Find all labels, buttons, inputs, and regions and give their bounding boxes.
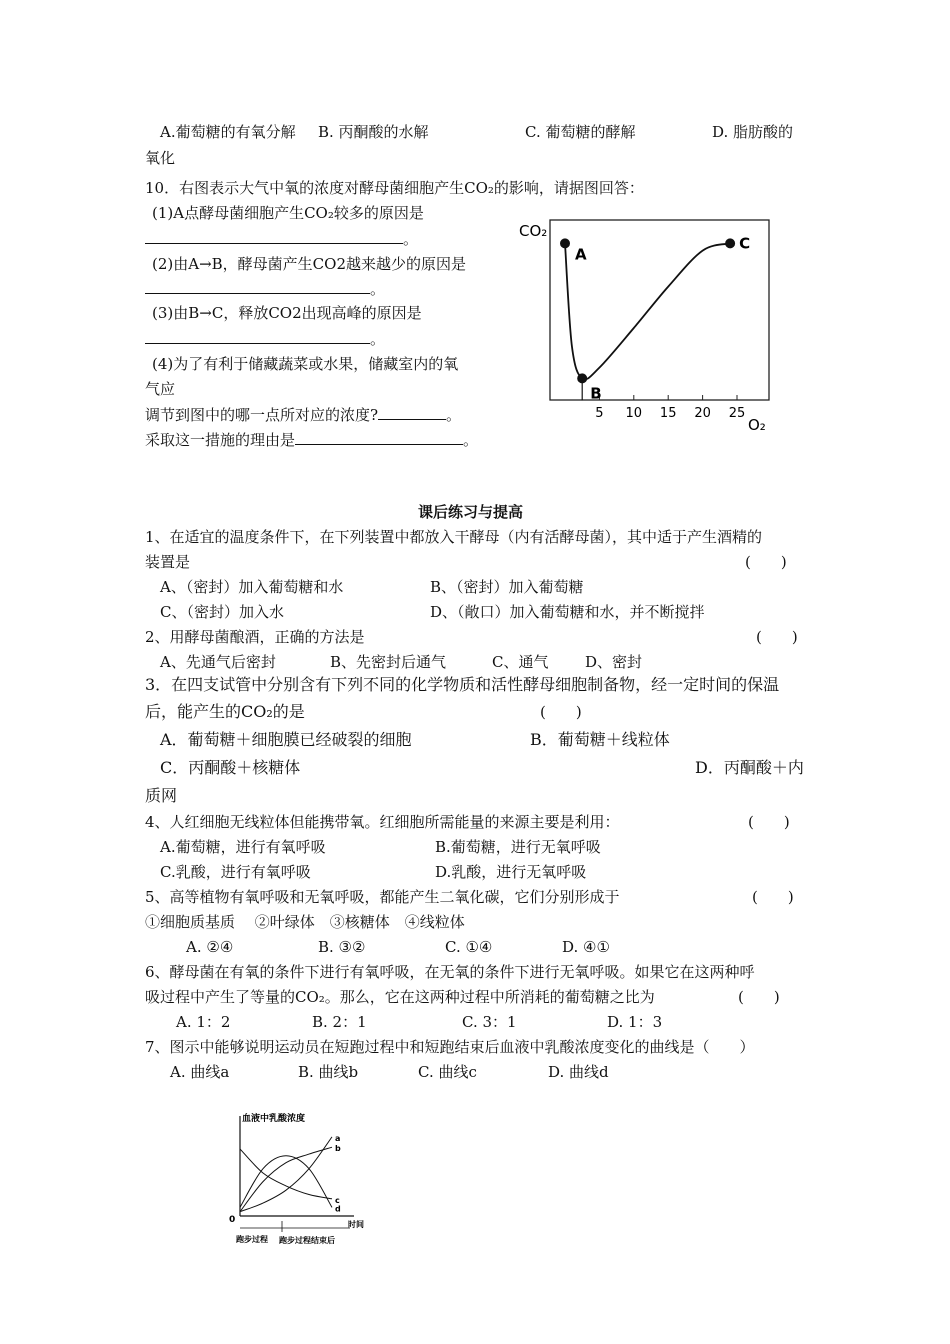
- answer-blank[interactable]: [145, 329, 370, 344]
- q10-part4-line2: 气应: [145, 380, 176, 398]
- ex1-stem-wrap: 装置是: [145, 553, 191, 571]
- prev-option-b: B. 丙酮酸的水解: [318, 123, 429, 141]
- ex2-answer-paren[interactable]: ( ): [756, 628, 798, 646]
- point-label-a: A: [575, 245, 587, 264]
- prev-option-c: C. 葡萄糖的酵解: [525, 123, 636, 141]
- ex7-option-d: D. 曲线d: [548, 1063, 609, 1081]
- segment-label-running: 跑步过程: [236, 1235, 268, 1244]
- ex3-option-d: D．丙酮酸＋内: [695, 758, 804, 777]
- answer-blank[interactable]: [145, 279, 370, 294]
- ex2-option-c: C、通气: [492, 653, 549, 671]
- curve-a: [240, 1137, 332, 1212]
- ex2-stem: 2、用酵母菌酿酒，正确的方法是: [145, 628, 365, 646]
- answer-blank[interactable]: [145, 229, 403, 244]
- q10-part3: (3)由B→C，释放CO2出现高峰的原因是: [152, 304, 422, 322]
- q10-part4-line4: 采取这一措施的理由是 。: [145, 431, 479, 449]
- answer-blank[interactable]: [295, 430, 463, 445]
- q10-part4-line1: (4)为了有利于储藏蔬菜或水果，储藏室内的氧: [152, 355, 459, 373]
- curve-label-c: c: [335, 1195, 340, 1205]
- ex4-answer-paren[interactable]: ( ): [748, 813, 790, 831]
- q10-part1: (1)A点酵母菌细胞产生CO₂较多的原因是: [152, 204, 424, 222]
- q10-part3-answer: 。: [145, 329, 385, 349]
- ex6-stem: 6、酵母菌在有氧的条件下进行有氧呼吸，在无氧的条件下进行无氧呼吸。如果它在这两种呼: [145, 963, 755, 981]
- ex5-option-c: C. ①④: [445, 938, 493, 956]
- ex5-answer-paren[interactable]: ( ): [752, 888, 794, 906]
- curve-label-a: a: [335, 1133, 341, 1143]
- q10-part1-answer: 。: [145, 229, 418, 249]
- x-axis-label: 时间: [348, 1220, 364, 1229]
- ex2-option-b: B、先密封后通气: [330, 653, 447, 671]
- origin-label: 0: [229, 1215, 236, 1225]
- x-axis-label: O₂: [748, 416, 766, 434]
- ex6-option-a: A. 1：2: [176, 1013, 231, 1031]
- segment-label-after: 跑步过程结束后: [279, 1236, 335, 1245]
- section-title: 课后练习与提高: [418, 503, 524, 521]
- ex3-option-a: A．葡萄糖＋细胞膜已经破裂的细胞: [160, 730, 412, 749]
- ex3-option-b: B．葡萄糖＋线粒体: [530, 730, 670, 749]
- answer-blank[interactable]: [378, 405, 446, 420]
- chart-title: 血液中乳酸浓度: [242, 1114, 306, 1124]
- prev-option-d: D. 脂肪酸的: [712, 123, 794, 141]
- ex7-option-b: B. 曲线b: [298, 1063, 359, 1081]
- q10-part2: (2)由A→B，酵母菌产生CO2越来越少的原因是: [152, 255, 466, 273]
- ex6-option-d: D. 1：3: [607, 1013, 663, 1031]
- ex4-option-d: D.乳酸，进行无氧呼吸: [435, 863, 587, 881]
- q10-part4-line3: 调节到图中的哪一点所对应的浓度? 。: [145, 406, 462, 424]
- prev-option-a: A.葡萄糖的有氧分解: [160, 123, 296, 141]
- ex5-option-a: A. ②④: [186, 938, 234, 956]
- x-tick-label: 25: [728, 406, 746, 421]
- x-tick-label: 20: [694, 406, 711, 421]
- ex2-option-d: D、密封: [585, 653, 643, 671]
- ex1-option-c: C、（密封）加入水: [160, 603, 284, 621]
- ex7-option-a: A. 曲线a: [170, 1063, 230, 1081]
- ex4-option-a: A.葡萄糖，进行有氧呼吸: [160, 838, 326, 856]
- ex5-option-d: D. ④①: [562, 938, 610, 956]
- ex4-stem: 4、人红细胞无线粒体但能携带氧。红细胞所需能量的来源主要是利用：: [145, 813, 620, 831]
- point-label-c: C: [739, 234, 751, 253]
- ex7-option-c: C. 曲线c: [418, 1063, 477, 1081]
- ex3-option-d-wrap: 质网: [145, 786, 178, 805]
- ex4-option-c: C.乳酸，进行有氧呼吸: [160, 863, 311, 881]
- ex5-stem: 5、高等植物有氧呼吸和无氧呼吸，都能产生二氧化碳，它们分别形成于: [145, 888, 620, 906]
- x-tick-label: 15: [659, 406, 677, 421]
- ex3-stem: 3．在四支试管中分别含有下列不同的化学物质和活性酵母细胞制备物，经一定时间的保温: [145, 675, 780, 694]
- point-a: [560, 238, 570, 248]
- curve-label-b: b: [335, 1144, 341, 1154]
- co2-curve: [565, 243, 730, 379]
- ex5-items: ①细胞质基质 ②叶绿体 ③核糖体 ④线粒体: [145, 913, 465, 931]
- ex3-option-c: C．丙酮酸＋核糖体: [160, 758, 301, 777]
- ex3-answer-paren[interactable]: ( ): [540, 703, 582, 721]
- ex7-stem: 7、图示中能够说明运动员在短跑过程中和短跑结束后血液中乳酸浓度变化的曲线是（ ）: [145, 1038, 755, 1056]
- y-axis-label: CO₂: [519, 222, 548, 240]
- point-label-b: B: [590, 384, 602, 403]
- ex1-option-a: A、（密封）加入葡萄糖和水: [160, 578, 344, 596]
- ex6-option-c: C. 3：1: [462, 1013, 517, 1031]
- x-tick-label: 5: [595, 406, 604, 421]
- x-tick-label: 10: [625, 406, 643, 421]
- ex3-stem-wrap: 后，能产生的CO₂的是: [145, 702, 305, 721]
- ex1-option-b: B、（密封）加入葡萄糖: [430, 578, 584, 596]
- ex1-answer-paren[interactable]: ( ): [745, 553, 787, 571]
- ex1-option-d: D、（敞口）加入葡萄糖和水，并不断搅拌: [430, 603, 705, 621]
- co2-oxygen-chart: [515, 210, 780, 440]
- ex5-option-b: B. ③②: [318, 938, 366, 956]
- point-c: [725, 238, 735, 248]
- curve-label-d: d: [335, 1204, 341, 1214]
- lactic-acid-chart: [222, 1108, 382, 1250]
- ex6-option-b: B. 2：1: [312, 1013, 367, 1031]
- ex6-stem-wrap: 吸过程中产生了等量的CO₂。那么，它在这两种过程中所消耗的葡萄糖之比为: [145, 988, 655, 1006]
- ex1-stem: 1、在适宜的温度条件下，在下列装置中都放入干酵母（内有活酵母菌），其中适于产生酒精的: [145, 528, 763, 546]
- prev-option-wrap: 氧化: [145, 149, 176, 167]
- ex2-option-a: A、先通气后密封: [160, 653, 276, 671]
- ex6-answer-paren[interactable]: ( ): [738, 988, 780, 1006]
- q10-part2-answer: 。: [145, 279, 385, 299]
- q10-stem: 10．右图表示大气中氧的浓度对酵母菌细胞产生CO₂的影响，请据图回答：: [145, 179, 644, 197]
- ex4-option-b: B.葡萄糖，进行无氧呼吸: [435, 838, 601, 856]
